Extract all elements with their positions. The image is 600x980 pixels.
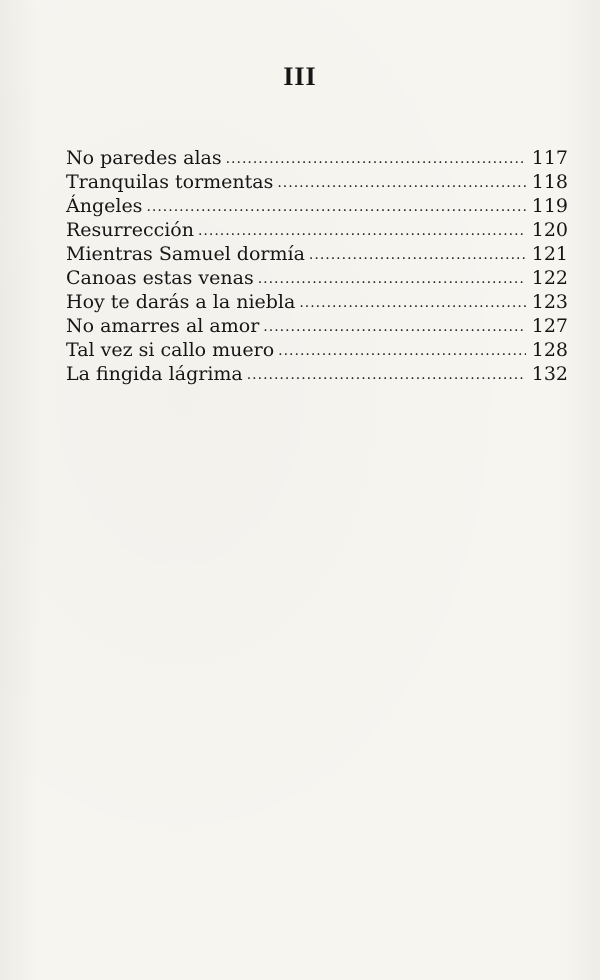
dot-leader xyxy=(277,171,525,195)
toc-entry-title: Canoas estas venas xyxy=(66,267,254,289)
toc-entry-page-number: 123 xyxy=(531,291,568,313)
dot-leader xyxy=(198,219,526,243)
toc-entry-page-number: 128 xyxy=(531,339,568,361)
toc-entry-page-number: 121 xyxy=(531,243,568,265)
dot-leader xyxy=(263,315,525,339)
toc-entry-title: Tranquilas tormentas xyxy=(66,171,274,193)
toc-entry xyxy=(66,242,568,266)
toc-entry xyxy=(66,146,568,170)
dot-leader xyxy=(226,147,526,171)
dot-leader xyxy=(278,339,526,363)
toc-entry-page-number: 120 xyxy=(531,219,568,241)
dot-leader xyxy=(146,195,525,219)
toc-entry xyxy=(66,170,568,194)
dot-leader xyxy=(309,243,526,267)
toc-entry-page-number: 117 xyxy=(531,147,568,169)
dot-leader xyxy=(247,363,526,387)
toc-entry-page-number: 122 xyxy=(531,267,568,289)
toc-entry-page-number: 119 xyxy=(531,195,568,217)
toc-entry xyxy=(66,266,568,290)
toc-entry-title: No paredes alas xyxy=(66,147,222,169)
toc-entry xyxy=(66,338,568,362)
toc-entry-title: Resurrección xyxy=(66,219,194,241)
toc-entry xyxy=(66,314,568,338)
toc-entry-page-number: 132 xyxy=(531,363,568,385)
toc-entry xyxy=(66,362,568,386)
toc-entry-page-number: 118 xyxy=(531,171,568,193)
toc-entry-title: Tal vez si callo muero xyxy=(66,339,275,361)
table-of-contents xyxy=(66,146,568,386)
toc-entry xyxy=(66,290,568,314)
toc-entry xyxy=(66,194,568,218)
dot-leader xyxy=(258,267,526,291)
toc-entry-title: Ángeles xyxy=(66,195,143,217)
toc-entry-page-number: 127 xyxy=(531,315,568,337)
section-heading: III xyxy=(283,62,317,91)
toc-entry xyxy=(66,218,568,242)
dot-leader xyxy=(299,291,525,315)
toc-entry-title: Mientras Samuel dormía xyxy=(66,243,305,265)
toc-entry-title: Hoy te darás a la niebla xyxy=(66,291,296,313)
toc-entry-title: La fingida lágrima xyxy=(66,363,243,385)
toc-entry-title: No amarres al amor xyxy=(66,315,260,337)
